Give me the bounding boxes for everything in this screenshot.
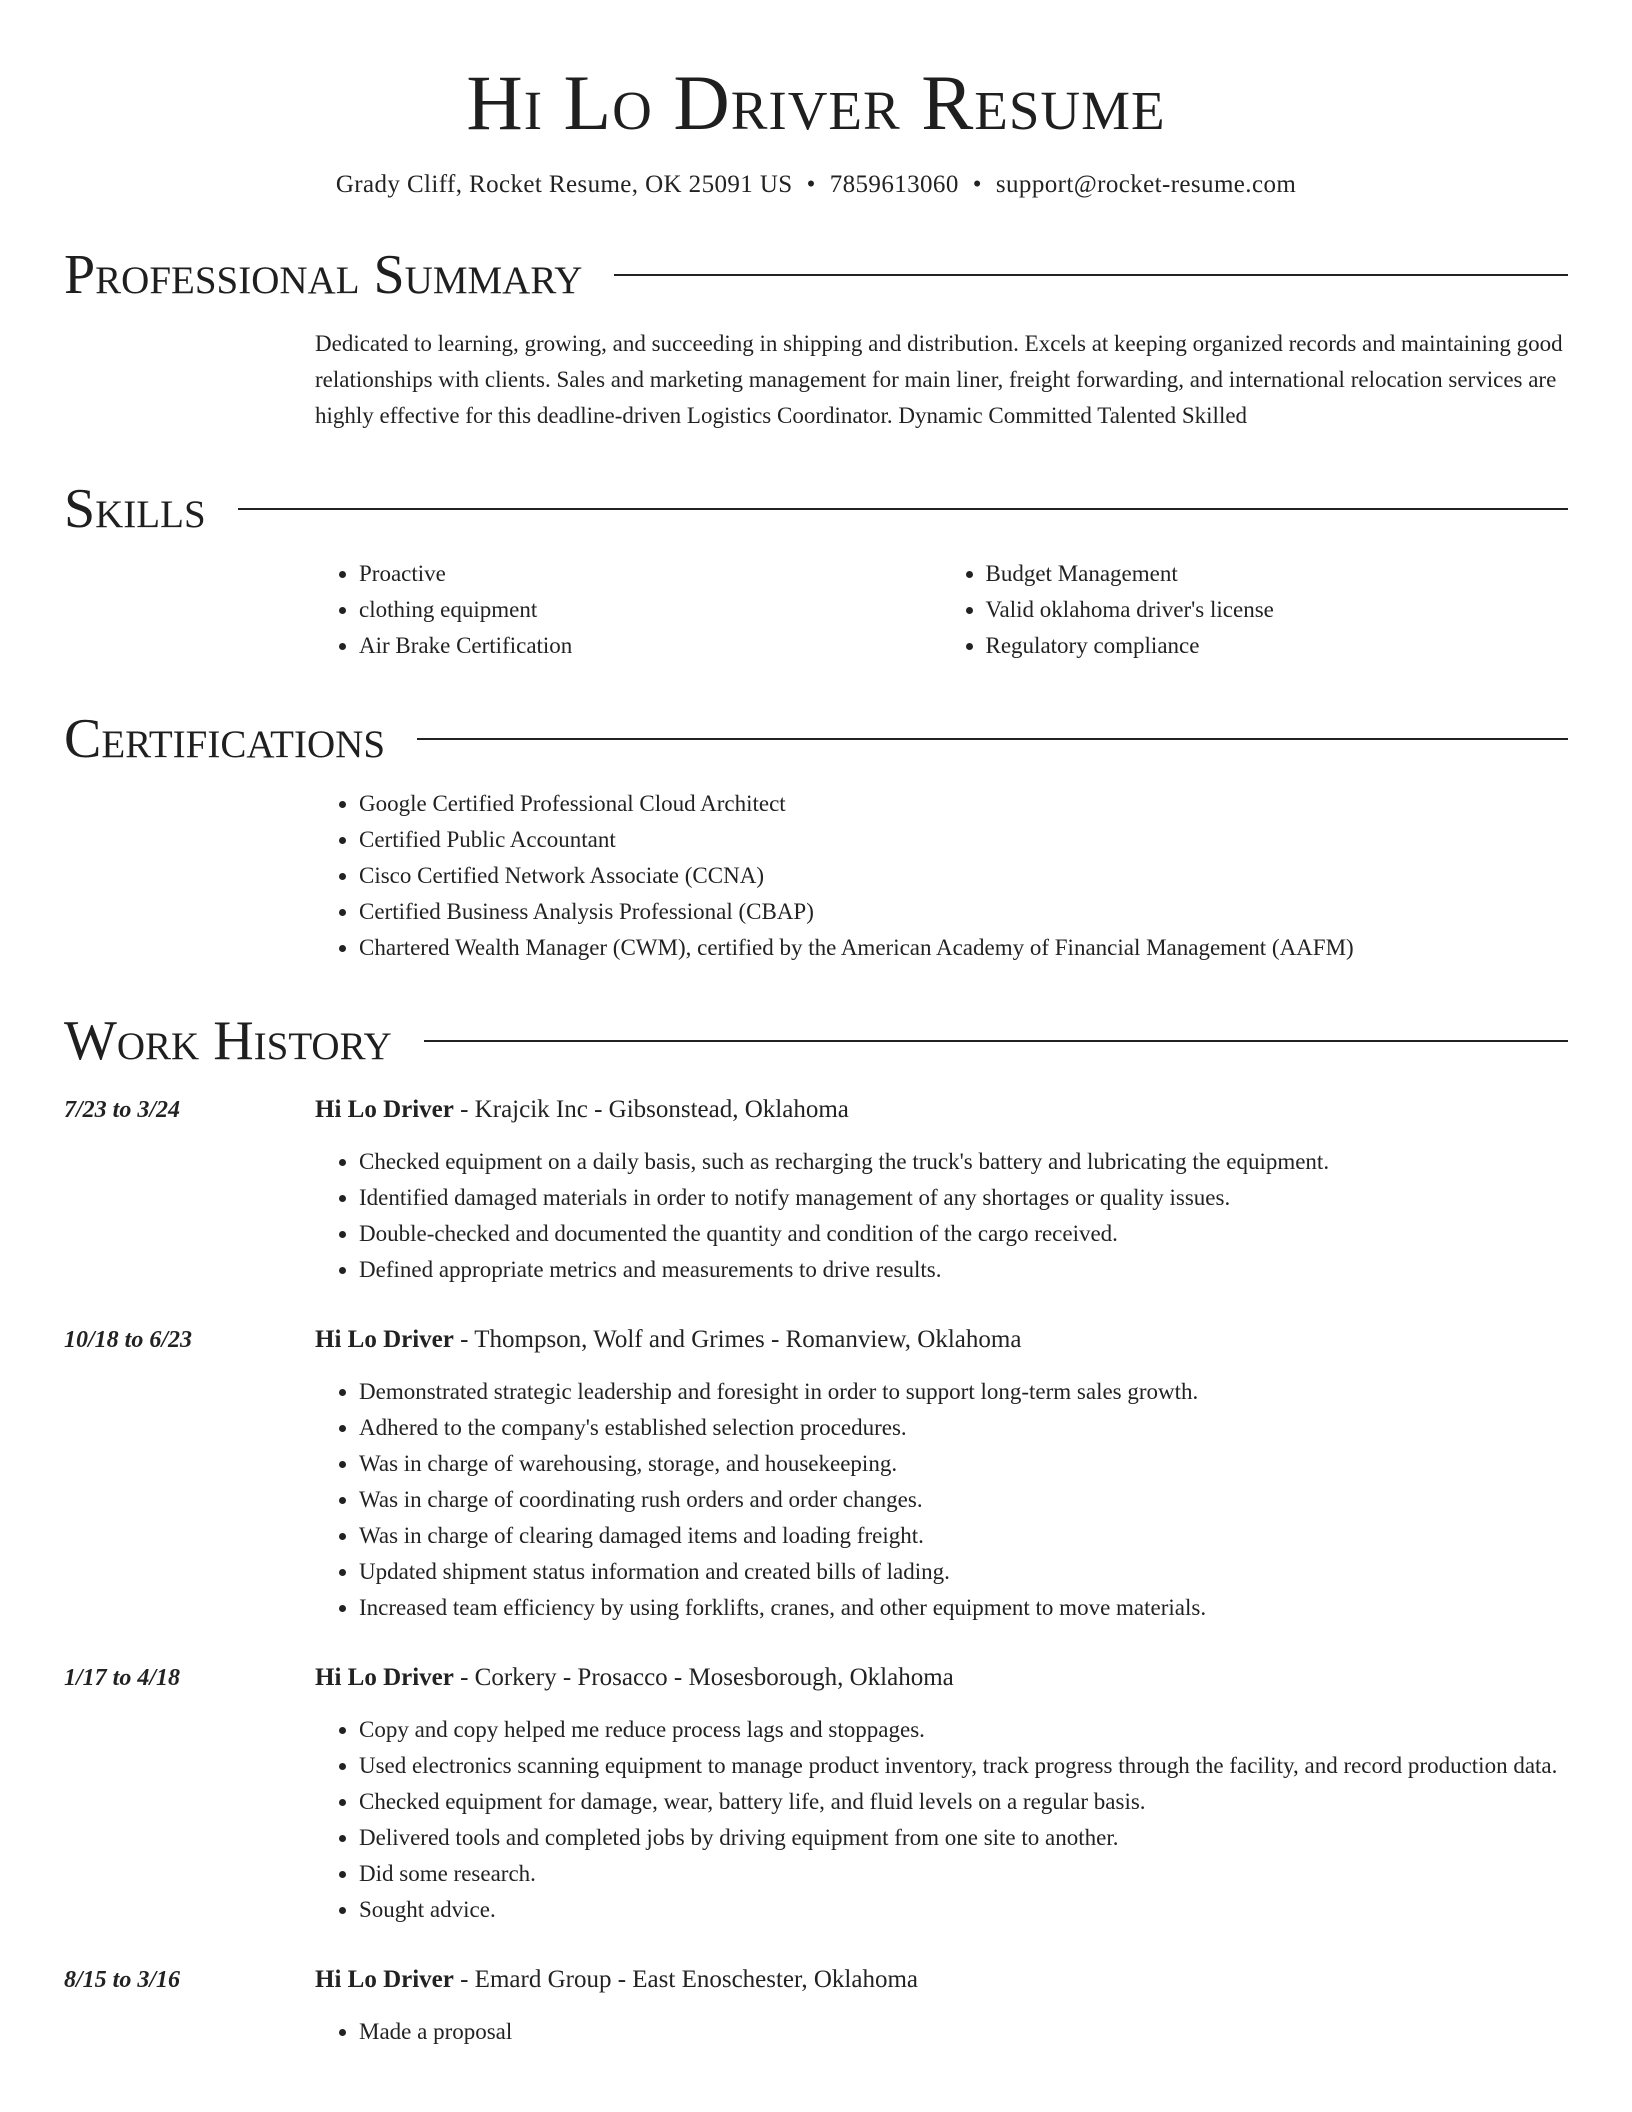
skills-section-title: Skills [64,478,206,540]
job-heading [315,1962,1568,1998]
job-bullet: • Did some research. [359,1856,1568,1892]
skill-item: • Regulatory compliance [986,628,1569,664]
job-dates: 10/18 to 6/23 [64,1327,193,1353]
job-title: Hi Lo Driver [315,1096,454,1123]
contact-separator: • [806,171,816,198]
certification-item: • Chartered Wealth Manager (CWM), certified by the American Academy of Financial Management (AAFM) [359,930,1568,966]
skills-column-left [315,556,942,664]
resume-page [64,0,1568,2050]
section-divider [614,274,1568,276]
job-bullet: • Defined appropriate metrics and measurements to drive results. [359,1252,1568,1288]
job-bullet: • Double-checked and documented the quantity and condition of the cargo received. [359,1216,1568,1252]
certification-item: • Certified Business Analysis Professional (CBAP) [359,894,1568,930]
certifications-section-title: Certifications [64,708,386,770]
job-bullet: • Was in charge of clearing damaged items and loading freight. [359,1518,1568,1554]
job-bullet: • Made a proposal [359,2014,1568,2050]
job-bullet: • Used electronics scanning equipment to manage product inventory, track progress through the facility, and record production data. [359,1748,1568,1784]
contact-address: Grady Cliff, Rocket Resume, OK 25091 US [335,171,793,198]
job-details [315,1962,1568,2050]
job-dates: 1/17 to 4/18 [64,1665,181,1691]
skill-item: • Proactive [359,556,942,592]
job-bullet: • Was in charge of coordinating rush orders and order changes. [359,1482,1568,1518]
job-bullet: • Copy and copy helped me reduce process lags and stoppages. [359,1712,1568,1748]
certifications-list [315,786,1568,966]
certifications-section-header [64,708,1568,770]
job-title: Hi Lo Driver [315,1664,454,1691]
summary-section-header [64,244,1568,306]
job-bullet: • Sought advice. [359,1892,1568,1928]
job-details [315,1322,1568,1626]
section-divider [424,1040,1568,1042]
job-heading [315,1322,1568,1358]
skills-list [315,556,1568,664]
job-details [315,1092,1568,1288]
job-employer: - Emard Group - East Enoschester, Oklahoma [453,1966,918,1993]
job-bullet: • Was in charge of warehousing, storage, and housekeeping. [359,1446,1568,1482]
section-divider [417,738,1568,740]
job-entry [64,1092,1568,1288]
job-entry [64,1322,1568,1626]
work-section-title: Work History [64,1010,392,1072]
resume-title: Hi Lo Driver Resume [466,59,1166,146]
job-title: Hi Lo Driver [315,1326,454,1353]
contact-email: support@rocket-resume.com [995,171,1297,198]
job-bullet: • Checked equipment on a daily basis, such as recharging the truck's battery and lubricating the equipment. [359,1144,1568,1180]
job-bullet: • Delivered tools and completed jobs by driving equipment from one site to another. [359,1820,1568,1856]
job-entry [64,1962,1568,2050]
skill-item: • Air Brake Certification [359,628,942,664]
skill-item: • Valid oklahoma driver's license [986,592,1569,628]
job-bullet: • Identified damaged materials in order to notify management of any shortages or quality issues. [359,1180,1568,1216]
contact-line [64,170,1568,200]
job-bullet: • Increased team efficiency by using forklifts, cranes, and other equipment to move materials. [359,1590,1568,1626]
job-bullet: • Demonstrated strategic leadership and foresight in order to support long-term sales growth. [359,1374,1568,1410]
skill-item: • clothing equipment [359,592,942,628]
skill-item: • Budget Management [986,556,1569,592]
section-divider [238,508,1568,510]
job-bullets [315,1374,1568,1626]
job-bullet: • Adhered to the company's established selection procedures. [359,1410,1568,1446]
job-bullet: • Checked equipment for damage, wear, battery life, and fluid levels on a regular basis. [359,1784,1568,1820]
job-bullets [315,2014,1568,2050]
certification-item: • Cisco Certified Network Associate (CCNA) [359,858,1568,894]
job-dates: 8/15 to 3/16 [64,1967,181,1993]
job-employer: - Thompson, Wolf and Grimes - Romanview, Oklahoma [453,1326,1022,1353]
job-employer: - Krajcik Inc - Gibsonstead, Oklahoma [453,1096,849,1123]
job-heading [315,1660,1568,1696]
certification-item: • Certified Public Accountant [359,822,1568,858]
summary-section-title: Professional Summary [64,244,583,306]
job-employer: - Corkery - Prosacco - Mosesborough, Oklahoma [453,1664,954,1691]
job-dates: 7/23 to 3/24 [64,1097,181,1123]
job-bullets [315,1712,1568,1928]
contact-phone: 7859613060 [829,171,959,198]
job-entry [64,1660,1568,1928]
job-bullets [315,1144,1568,1288]
skills-column-right [942,556,1569,664]
job-bullet: • Updated shipment status information and created bills of lading. [359,1554,1568,1590]
summary-text: Dedicated to learning, growing, and succeeding in shipping and distribution. Excels at keeping organized records and maintaining good relationships with clients. Sales and marketing management for main liner, freight forwarding, and international relocation services are highly effective for this deadline-driven Logistics Coordinator. Dynamic Committed Talented Skilled [315,331,1563,428]
skills-section-header [64,478,1568,540]
job-title: Hi Lo Driver [315,1966,454,1993]
contact-separator: • [972,171,982,198]
job-details [315,1660,1568,1928]
certification-item: • Google Certified Professional Cloud Architect [359,786,1568,822]
job-heading [315,1092,1568,1128]
work-section-header [64,1010,1568,1072]
